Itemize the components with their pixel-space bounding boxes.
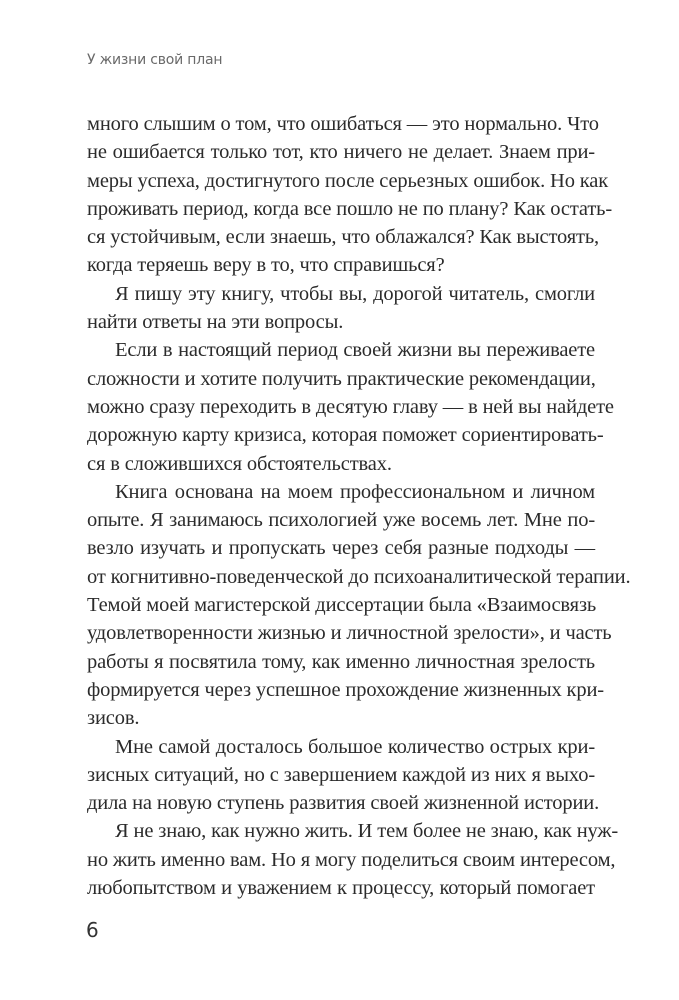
text-line: Мне самой досталось большое количество острых кри- bbox=[115, 735, 595, 758]
running-header: У жизни свой план bbox=[87, 52, 223, 68]
text-line: от когнитивно-поведенческой до психоаналитической терапии. bbox=[87, 565, 631, 588]
text-line: зисов. bbox=[87, 707, 140, 730]
text-line: когда теряешь веру в то, что справишься? bbox=[87, 254, 445, 277]
paragraph bbox=[87, 280, 595, 337]
paragraph bbox=[87, 336, 614, 477]
text-line: проживать период, когда все пошло не по плану? Как остать- bbox=[87, 197, 613, 220]
text-line: удовлетворенности жизнью и личностной зрелости», и часть bbox=[87, 622, 612, 645]
paragraph bbox=[87, 817, 619, 902]
text-line: Темой моей магистерской диссертации была «Взаимосвязь bbox=[87, 594, 597, 617]
text-line: но жить именно вам. Но я могу поделиться своим интересом, bbox=[87, 848, 616, 871]
text-line: много слышим о том, что ошибаться — это нормально. Что bbox=[87, 113, 599, 135]
text-line: везло изучать и пропускать через себя разные подходы — bbox=[87, 537, 595, 560]
page-body-text bbox=[87, 110, 631, 902]
text-line: любопытством и уважением к процессу, который помогает bbox=[87, 877, 595, 900]
text-line: дорожную карту кризиса, которая поможет сориентировать- bbox=[87, 424, 604, 447]
text-line: не ошибается только тот, кто ничего не делает. Знаем при- bbox=[87, 141, 595, 164]
paragraph bbox=[87, 733, 600, 818]
text-line: Я не знаю, как нужно жить. И тем более не знаю, как нуж- bbox=[115, 820, 619, 843]
text-line: найти ответы на эти вопросы. bbox=[87, 311, 344, 334]
paragraph bbox=[87, 110, 613, 280]
text-line: меры успеха, достигнутого после серьезных ошибок. Но как bbox=[87, 169, 609, 192]
text-line: ся устойчивым, если знаешь, что облажался? Как выстоять, bbox=[87, 226, 599, 249]
text-line: работы я посвятила тому, как именно личностная зрелость bbox=[87, 650, 595, 673]
text-line: формируется через успешное прохождение жизненных кри- bbox=[87, 678, 604, 701]
text-line: Я пишу эту книгу, чтобы вы, дорогой читатель, смогли bbox=[115, 282, 595, 305]
paragraph bbox=[87, 478, 631, 733]
text-line: дила на новую ступень развития своей жизненной истории. bbox=[87, 792, 600, 815]
text-line: ся в сложившихся обстоятельствах. bbox=[87, 452, 392, 475]
text-line: Книга основана на моем профессиональном и личном bbox=[115, 480, 595, 503]
text-line: можно сразу переходить в десятую главу — в ней вы найдете bbox=[87, 395, 614, 418]
text-line: сложности и хотите получить практические рекомендации, bbox=[87, 367, 596, 390]
text-line: зисных ситуаций, но с завершением каждой из них я выхо- bbox=[87, 763, 595, 786]
page-number: 6 bbox=[86, 918, 99, 942]
text-line: опыте. Я занимаюсь психологией уже восемь лет. Мне по- bbox=[87, 509, 595, 532]
text-line: Если в настоящий период своей жизни вы переживаете bbox=[115, 339, 595, 362]
